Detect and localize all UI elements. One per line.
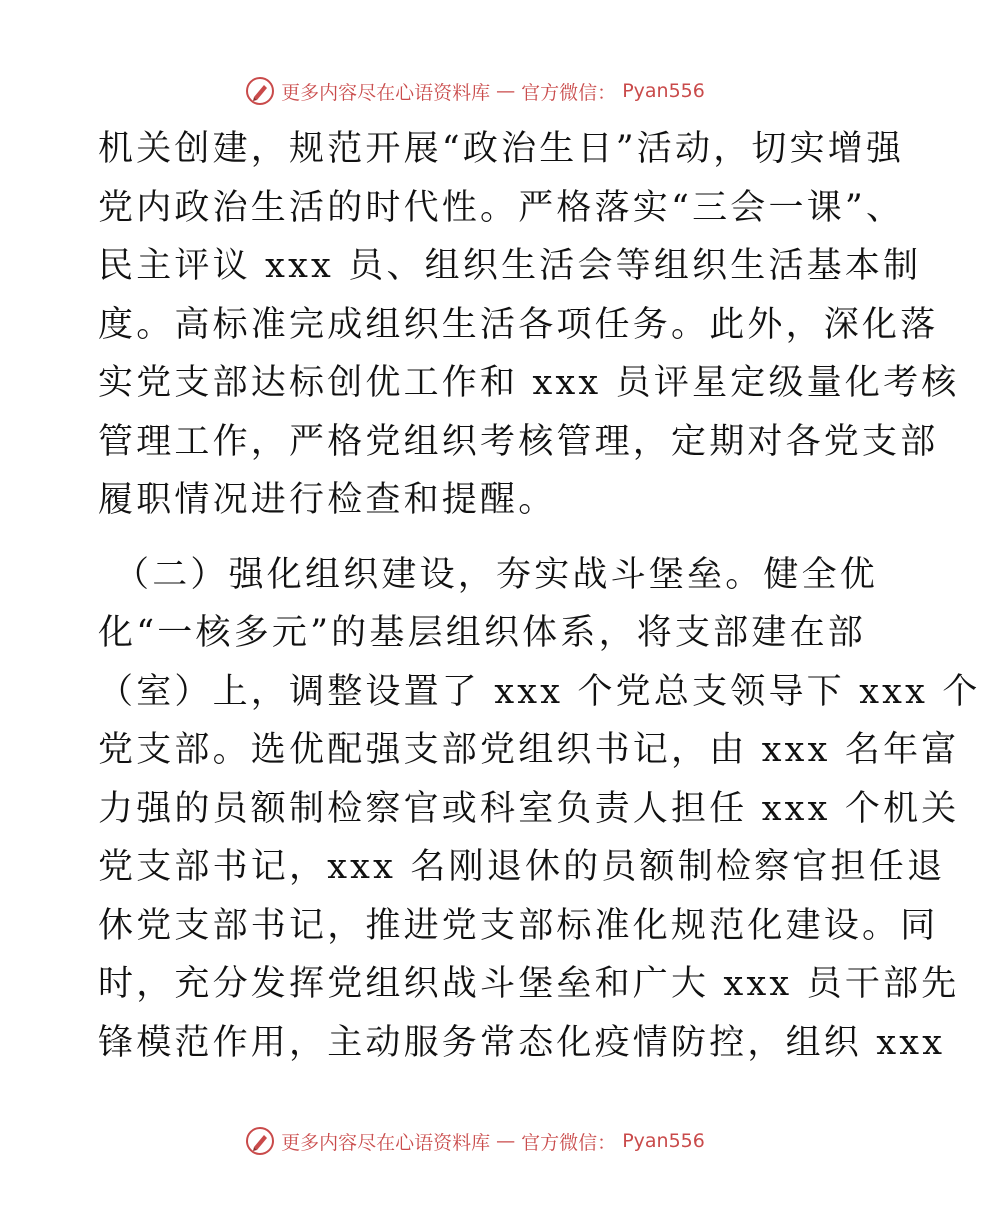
text-line: 时，充分发挥党组织战斗堡垒和广大 xxx 员干部先 xyxy=(98,964,960,1004)
section-heading-line: （二）强化组织建设，夯实战斗堡垒。健全优 xyxy=(114,554,879,595)
text-line: 锋模范作用，主动服务常态化疫情防控，组织 xxx xyxy=(98,1022,946,1063)
text-line: 实党支部达标创优工作和 xxx 员评星定级量化考核 xyxy=(98,363,960,403)
watermark-account: Pyan556 xyxy=(622,80,705,102)
text-line: 履职情况进行检查和提醒。 xyxy=(98,480,557,520)
text-line: 力强的员额制检察官或科室负责人担任 xxx 个机关 xyxy=(98,788,960,829)
paragraph-2 xyxy=(98,546,981,1131)
watermark-separator: — xyxy=(496,1130,516,1152)
text-line: （室）上，调整设置了 xxx 个党总支领导下 xxx 个 xyxy=(98,671,981,712)
text-line: 度。高标准完成组织生活各项任务。此外，深化落 xyxy=(98,304,939,345)
watermark-text: 更多内容尽在心语资料库 xyxy=(281,1131,491,1154)
text-line: 化“一核多元”的基层组织体系，将支部建在部 xyxy=(98,613,866,653)
pen-logo-icon xyxy=(245,1126,275,1156)
document-body xyxy=(98,120,981,1131)
header-watermark xyxy=(0,76,950,106)
watermark-separator: — xyxy=(496,80,516,102)
text-line: 党支部书记，xxx 名刚退休的员额制检察官担任退 xyxy=(98,847,946,887)
text-line xyxy=(98,1072,858,1131)
watermark-label: 官方微信： xyxy=(521,81,617,104)
watermark-label: 官方微信： xyxy=(521,1131,617,1154)
paragraph-gap xyxy=(98,530,858,546)
watermark-account: Pyan556 xyxy=(622,1130,705,1152)
footer-watermark xyxy=(0,1126,950,1156)
watermark-text: 更多内容尽在心语资料库 xyxy=(281,81,491,104)
text-line: 机关创建，规范开展“政治生日”活动，切实增强 xyxy=(98,129,905,169)
text-line: 休党支部书记，推进党支部标准化规范化建设。同 xyxy=(98,905,939,946)
text-line: 党支部。选优配强支部党组织书记，由 xxx 名年富 xyxy=(98,730,960,770)
text-line: 党内政治生活的时代性。严格落实“三会一课”、 xyxy=(98,187,905,228)
pen-logo-icon xyxy=(245,76,275,106)
text-line: 管理工作，严格党组织考核管理，定期对各党支部 xyxy=(98,421,939,462)
text-line: 民主评议 xxx 员、组织生活会等组织生活基本制 xyxy=(98,246,922,286)
paragraph-1 xyxy=(98,120,960,530)
